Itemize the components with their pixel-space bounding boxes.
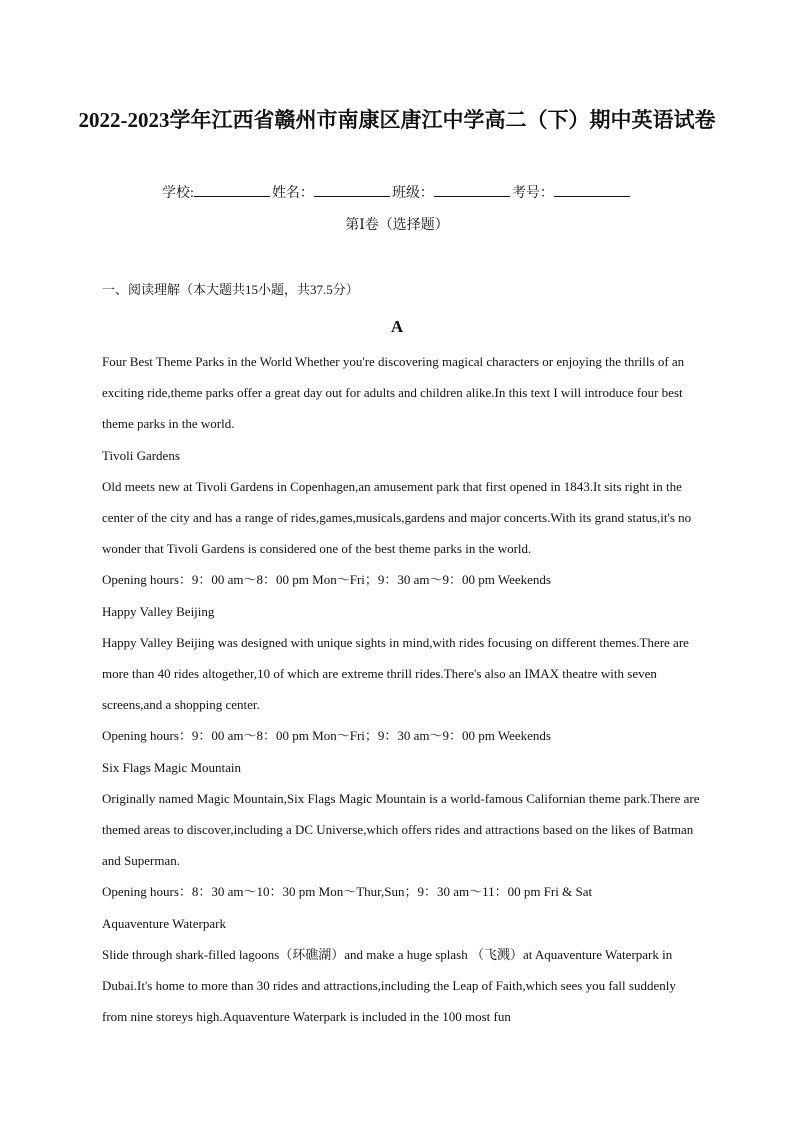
park-name-aquaventure: Aquaventure Waterpark: [102, 915, 226, 931]
name-label: 姓名：: [271, 186, 314, 201]
exam-number-label: 考号：: [511, 186, 554, 201]
park-desc-happy-valley: Happy Valley Beijing was designed with unique sights in mind,with rides focusing on different themes.There are more than 40 rides altogether,10 of which are extreme thrill rides.There's also an IMAX theatre with seven screens,and a shopping center.: [102, 634, 689, 713]
class-label: 班级：: [391, 186, 434, 201]
park-desc-six-flags: Originally named Magic Mountain,Six Flags Magic Mountain is a world-famous Californian theme park.There are themed areas to discover,including a DC Universe,which offers rides and attractions based on the likes of Batman and Superman.: [102, 790, 700, 869]
school-label: 学校:: [162, 186, 194, 201]
student-info-line: [0, 184, 794, 204]
passage-letter: A: [390, 317, 404, 336]
park-desc-aquaventure: Slide through shark-filled lagoons（环礁湖）and make a huge splash （飞溅）at Aquaventure Waterpark in Dubai.It's home to more than 30 rides and attractions,including the Leap of Faith,which sees you fall suddenly from nine storeys high.Aquaventure Waterpark is included in the 100 most fun: [102, 946, 676, 1025]
passage-text: [102, 346, 702, 1032]
name-blank[interactable]: [314, 184, 390, 197]
volume-heading: 第Ⅰ卷（选择题）: [345, 218, 449, 233]
park-desc-tivoli: Old meets new at Tivoli Gardens in Copenhagen,an amusement park that first opened in 1843.It sits right in the center of the city and has a range of rides,games,musicals,gardens and major concerts.With its grand status,it's no wonder that Tivoli Gardens is considered one of the best theme parks in the world.: [102, 478, 692, 557]
park-hours-tivoli: Opening hours：9：00 am～8：00 pm Mon～Fri；9：30 am～9：00 pm Weekends: [102, 572, 551, 588]
park-hours-six-flags: Opening hours：8：30 am～10：30 pm Mon～Thur,Sun；9：30 am～11：00 pm Fri & Sat: [102, 884, 593, 900]
park-name-tivoli: Tivoli Gardens: [102, 447, 180, 463]
section-heading: 一、阅读理解（本大题共15小题，共37.5分）: [102, 282, 359, 297]
exam-number-blank[interactable]: [554, 184, 630, 197]
class-blank[interactable]: [434, 184, 510, 197]
passage-intro: Four Best Theme Parks in the World Whether you're discovering magical characters or enjoying the thrills of an exciting ride,theme parks offer a great day out for adults and children alike.In this text I will introduce four best theme parks in the world.: [102, 354, 685, 432]
school-blank[interactable]: [194, 184, 270, 197]
park-hours-happy-valley: Opening hours：9：00 am～8：00 pm Mon～Fri；9：30 am～9：00 pm Weekends: [102, 728, 551, 744]
exam-title: 2022-2023学年江西省赣州市南康区唐江中学高二（下）期中英语试卷: [78, 108, 716, 132]
park-name-happy-valley: Happy Valley Beijing: [102, 603, 215, 619]
park-name-six-flags: Six Flags Magic Mountain: [102, 759, 242, 775]
